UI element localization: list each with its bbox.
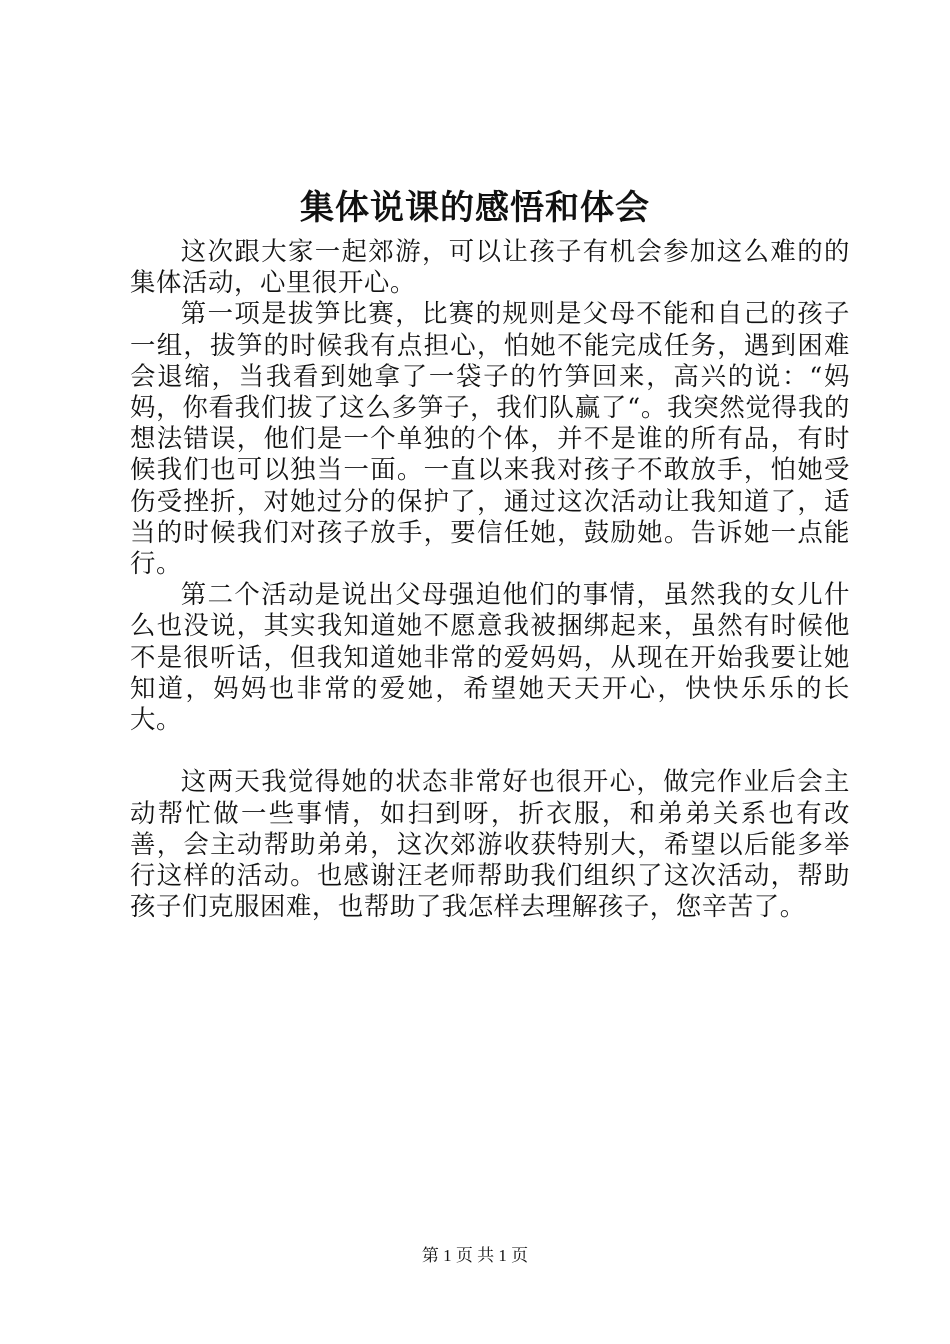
page-footer: 第 1 页 共 1 页 — [421, 1246, 529, 1265]
paragraph-spacer — [130, 735, 850, 766]
document-title: 集体说课的感悟和体会 — [300, 188, 650, 228]
paragraph-1: 这次跟大家一起郊游，可以让孩子有机会参加这么难的的集体活动，心里很开心。 — [130, 236, 850, 298]
paragraph-3: 第二个活动是说出父母强迫他们的事情，虽然我的女儿什么也没说，其实我知道她不愿意我被捆绑起来，虽然有时候他不是很听话，但我知道她非常的爱妈妈，从现在开始我要让她知道，妈妈也非常的爱她，希望她天天开心，快快乐乐的长大。 — [130, 579, 850, 735]
paragraph-2: 第一项是拔笋比赛，比赛的规则是父母不能和自己的孩子一组，拔笋的时候我有点担心，怕她不能完成任务，遇到困难会退缩，当我看到她拿了一袋子的竹笋回来，高兴的说：“妈妈，你看我们拔了这么多笋子，我们队赢了“。我突然觉得我的想法错误，他们是一个单独的个体，并不是谁的所有品，有时候我们也可以独当一面。一直以来我对孩子不敢放手，怕她受伤受挫折，对她过分的保护了，通过这次活动让我知道了，适当的时候我们对孩子放手，要信任她，鼓励她。告诉她一点能行。 — [130, 298, 850, 579]
document-body — [130, 236, 850, 922]
paragraph-4: 这两天我觉得她的状态非常好也很开心，做完作业后会主动帮忙做一些事情，如扫到呀，折衣服，和弟弟关系也有改善，会主动帮助弟弟，这次郊游收获特别大，希望以后能多举行这样的活动。也感谢汪老师帮助我们组织了这次活动，帮助孩子们克服困难，也帮助了我怎样去理解孩子，您辛苦了。 — [130, 766, 850, 922]
